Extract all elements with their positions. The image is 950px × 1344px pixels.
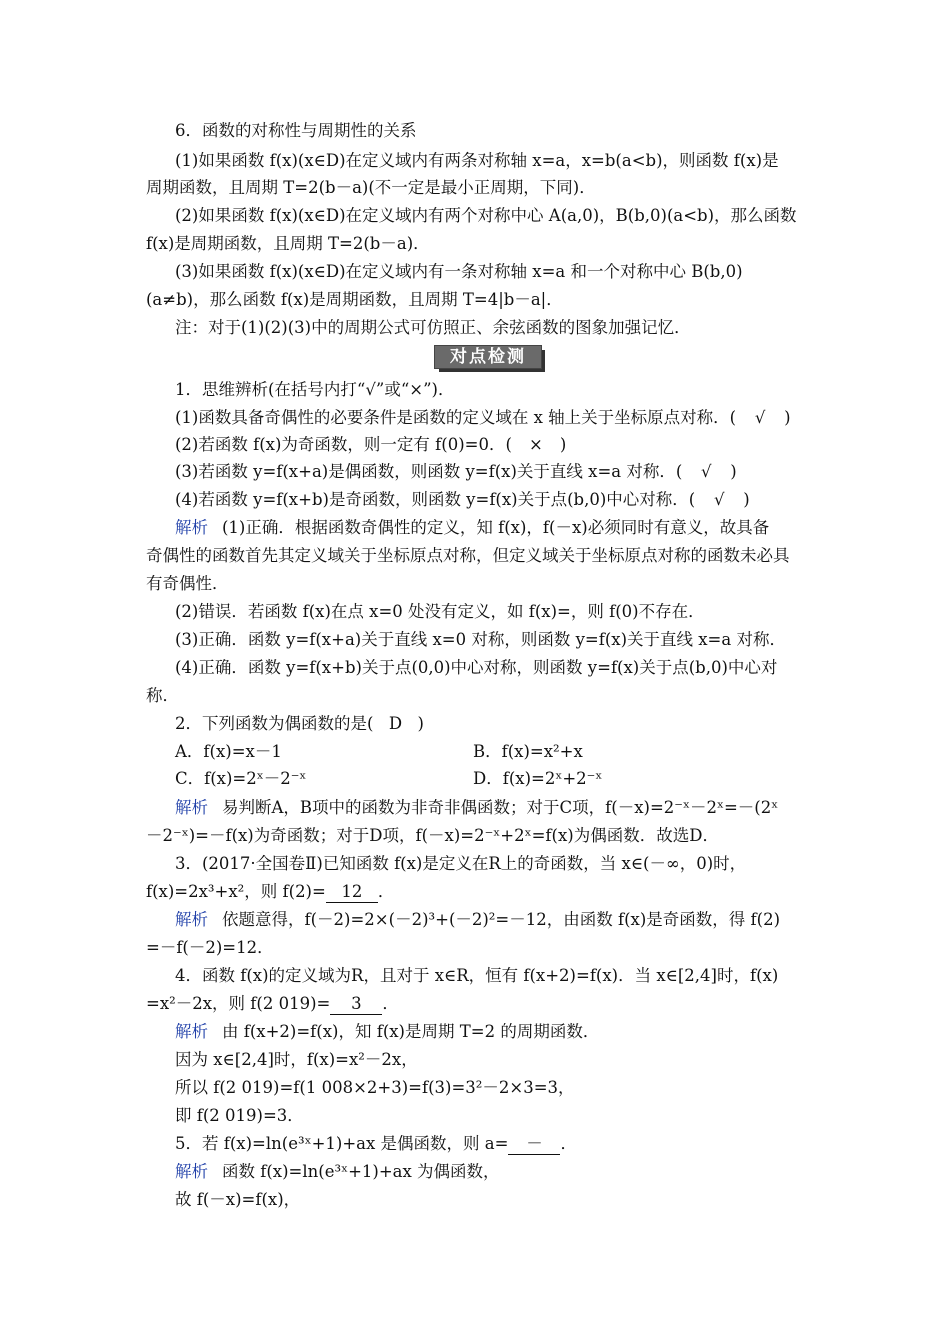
q1-explanation-line-3: 有奇偶性． [146,574,229,593]
q2-stem-post: ) [417,714,424,733]
q1-statement-3 [175,459,835,485]
q1-e1a: (1)正确．根据函数奇偶性的定义，知 f(x)，f(－x)必须同时有意义，故具备 [222,518,770,537]
q2-jiexi-label: 解析 [175,798,208,817]
q2-stem [175,711,835,737]
q1-answer-1: √ [754,408,766,427]
q2-option-d: D．f(x)=2ˣ+2⁻ˣ [473,769,603,788]
q2-stem-pre: 2．下列函数为偶函数的是( [175,714,374,733]
q1-s3-text: (3)若函数 y=f(x+a)是偶函数，则函数 y=f(x)关于直线 x=a 对称．( [175,462,683,481]
q4-stem-post: ． [382,994,399,1013]
q1-statement-4 [175,487,835,513]
q1-jiexi-label: 解析 [175,518,208,537]
q1-answer-2: × [528,435,543,454]
q1-s3-close: ) [730,462,737,481]
q4-explanation-line-3: 所以 f(2 019)=f(1 008×2+3)=f(3)=3²－2×3=3， [175,1078,575,1097]
q4-e1: 由 f(x+2)=f(x)，知 f(x)是周期 T=2 的周期函数． [222,1022,600,1041]
q1-s1-text: (1)函数具备奇偶性的必要条件是函数的定义域在 x 轴上关于坐标原点对称．( [175,408,737,427]
q4-stem-line-1: 4．函数 f(x)的定义域为R，且对于 x∈R，恒有 f(x+2)=f(x)．当 x∈[2,4]时，f(x) [175,966,779,985]
q3-stem-pre: f(x)=2x³+x²，则 f(2)= [146,882,326,901]
q5-explanation-line-2: 故 f(－x)=f(x)， [175,1190,301,1209]
q1-explanation-4-line-1: (4)正确．函数 y=f(x+b)关于点(0,0)中心对称，则函数 y=f(x)关于点(b,0)中心对 [175,658,778,677]
q5-stem [175,1131,835,1157]
badge-label: 对点检测 [434,345,542,369]
q4-explanation-line-4: 即 f(2 019)=3． [175,1106,304,1125]
q1-explanation-line-1 [175,515,835,541]
q1-statement-2 [175,432,835,458]
q3-stem-line-2 [146,879,806,905]
paragraph-3-line-2: (a≠b)，那么函数 f(x)是周期函数，且周期 T=4|b－a|． [146,290,563,309]
q5-stem-post: ． [560,1134,577,1153]
q1-s1-close: ) [784,408,791,427]
q4-explanation-line-1 [175,1019,835,1045]
q4-answer-blank: 3 [330,994,382,1015]
paragraph-1-line-1: (1)如果函数 f(x)(x∈D)在定义域内有两条对称轴 x=a，x=b(a<b)，则函数 f(x)是 [175,151,779,170]
q5-stem-pre: 5．若 f(x)=ln(e³ˣ+1)+ax 是偶函数，则 a= [175,1134,509,1153]
q5-jiexi-label: 解析 [175,1162,208,1181]
q3-stem-post: ． [377,882,395,901]
section-badge [434,345,546,373]
q1-answer-3: √ [701,462,712,481]
q5-e1: 函数 f(x)=ln(e³ˣ+1)+ax 为偶函数， [222,1162,500,1181]
q3-stem-line-1: 3．(2017·全国卷Ⅱ)已知函数 f(x)是定义在R上的奇函数，当 x∈(－∞，0)时， [175,854,747,873]
q1-explanation-line-2: 奇偶性的函数首先其定义域关于坐标原点对称，但定义域关于坐标原点对称的函数未必具 [146,546,790,565]
q5-explanation-line-1 [175,1159,835,1185]
q3-jiexi-label: 解析 [175,910,208,929]
q2-explanation-line-1 [175,795,835,821]
q1-s2-close: ) [559,435,567,454]
q4-explanation-line-2: 因为 x∈[2,4]时，f(x)=x²－2x， [175,1050,418,1069]
paragraph-2-line-2: f(x)是周期函数，且周期 T=2(b－a)． [146,234,430,253]
q3-e1: 依题意得，f(－2)=2×(－2)³+(－2)²=－12，由函数 f(x)是奇函数，得 f(2) [222,910,781,929]
q3-explanation-line-2: =－f(－2)=12． [146,938,274,957]
q2-explanation-line-2: －2⁻ˣ)=－f(x)为奇函数；对于D项，f(－x)=2⁻ˣ+2ˣ=f(x)为偶函数．故选D． [146,826,719,845]
q1-explanation-3: (3)正确．函数 y=f(x+a)关于直线 x=0 对称，则函数 y=f(x)关于直线 x=a 对称． [175,630,786,649]
q1-s4-close: ) [743,490,750,509]
q3-explanation-line-1 [175,907,835,933]
q4-stem-pre: =x²－2x，则 f(2 019)= [146,994,331,1013]
paragraph-3-line-1: (3)如果函数 f(x)(x∈D)在定义域内有一条对称轴 x=a 和一个对称中心 B(b,0) [175,262,743,281]
q2-e1: 易判断A，B项中的函数为非奇非偶函数；对于C项，f(－x)=2⁻ˣ－2ˣ=－(2ˣ [222,798,779,817]
paragraph-2-line-1: (2)如果函数 f(x)(x∈D)在定义域内有两个对称中心 A(a,0)，B(b,0)(a<b)，那么函数 [175,206,797,225]
note: 注：对于(1)(2)(3)中的周期公式可仿照正、余弦函数的图象加强记忆． [175,318,691,337]
section-heading: 6．函数的对称性与周期性的关系 [175,121,417,140]
q2-option-a: A．f(x)=x－1 [175,742,282,761]
q2-option-c: C．f(x)=2ˣ－2⁻ˣ [175,769,307,788]
q1-statement-1 [175,405,835,431]
q1-answer-4: √ [713,490,725,509]
q2-answer: D [388,714,403,733]
paragraph-1-line-2: 周期函数，且周期 T=2(b－a)(不一定是最小正周期，下同)． [146,178,596,197]
q2-option-b: B．f(x)=x²+x [473,742,583,761]
q3-answer-blank: 12 [326,882,378,903]
q1-s4-text: (4)若函数 y=f(x+b)是奇函数，则函数 y=f(x)关于点(b,0)中心对称．( [175,490,696,509]
q5-answer-blank: － [508,1134,560,1155]
q4-jiexi-label: 解析 [175,1022,208,1041]
q1-explanation-4-line-2: 称． [146,686,179,705]
q1-s2-text: (2)若函数 f(x)为奇函数，则一定有 f(0)=0．( [175,435,512,454]
q1-explanation-2: (2)错误．若函数 f(x)在点 x=0 处没有定义，如 f(x)=，则 f(0)不存在． [175,602,705,621]
q1-stem: 1．思维辨析(在括号内打“√”或“×”)． [175,380,455,399]
q4-stem-line-2 [146,991,806,1017]
